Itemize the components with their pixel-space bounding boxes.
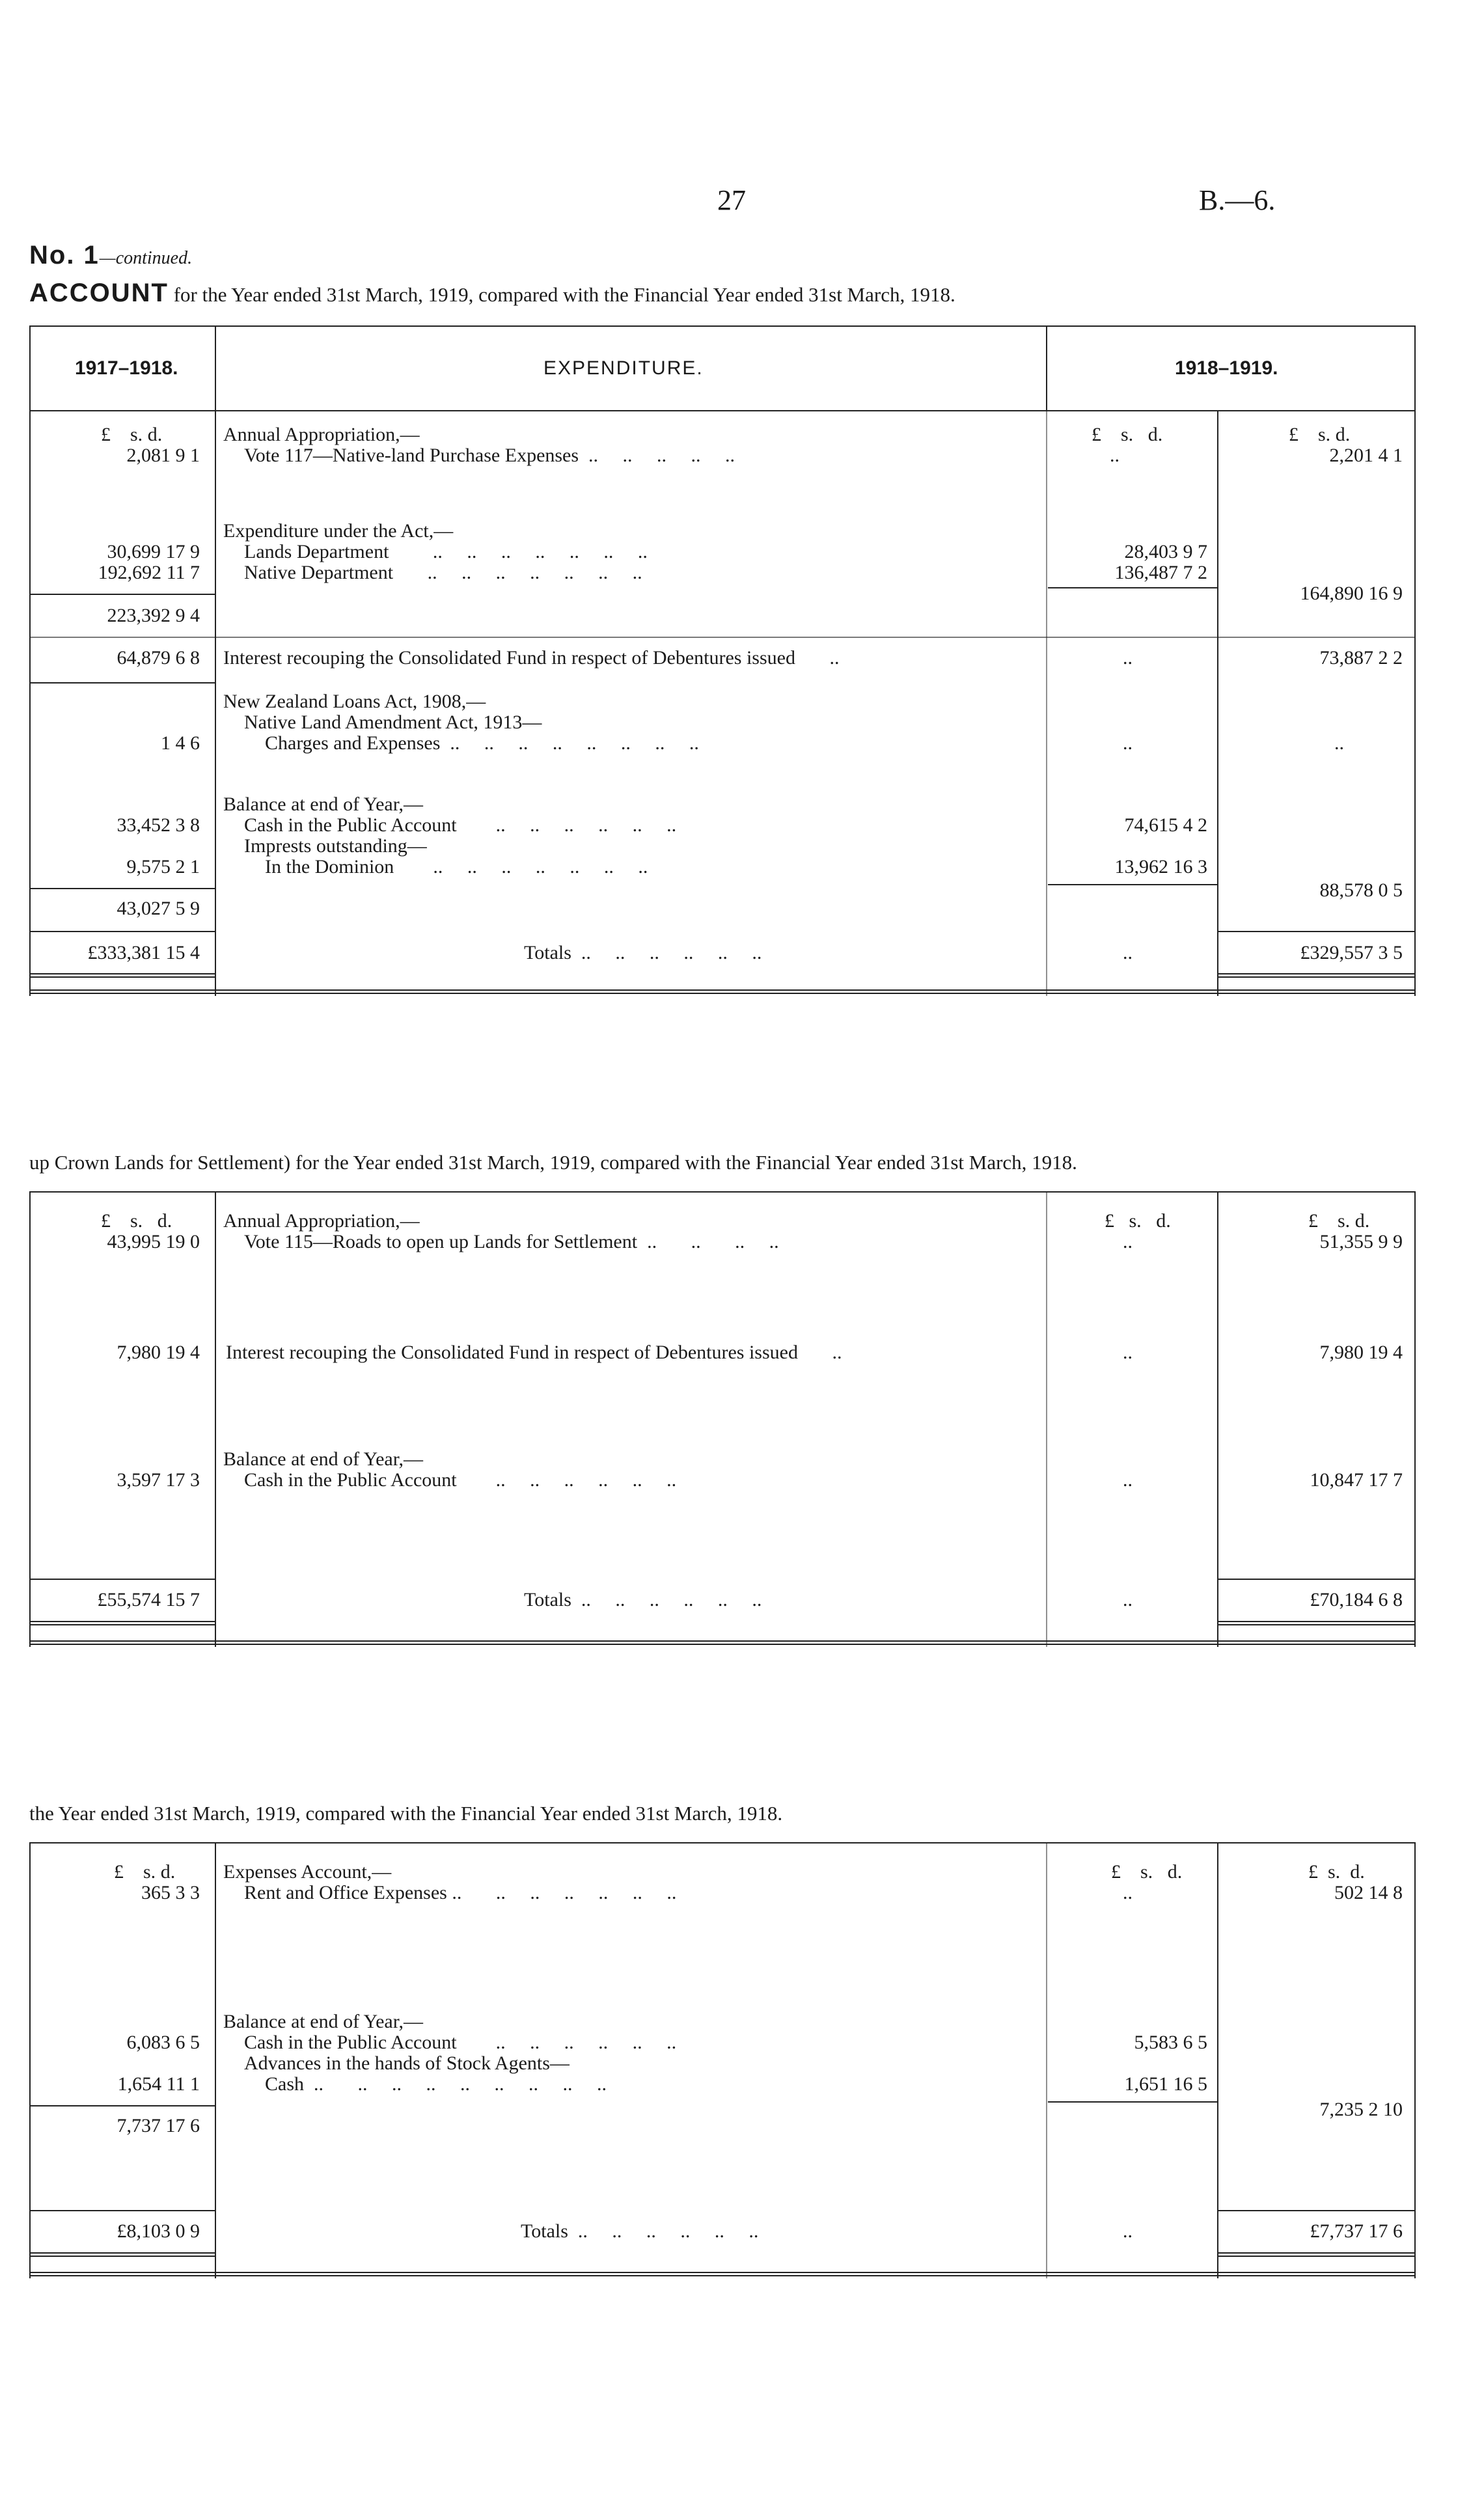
row-label: Cash in the Public Account .. .. .. .. .. .. [244,2032,677,2053]
sub-amount: 74,615 4 2 [1124,814,1207,836]
row-label: Expenses Account,— [223,1861,392,1883]
sub-amount: 28,403 9 7 [1124,541,1207,562]
current-total: £7,737 17 6 [1310,2220,1403,2242]
sub-amount: .. [1123,1882,1133,1903]
expenditure-table-2 [29,1191,1416,1647]
sub-amount: .. [1123,1231,1133,1252]
units-prev: £ s. d. [101,424,163,445]
row-label: Expenditure under the Act,— [223,520,454,542]
sub-amount: .. [1123,1589,1133,1610]
units-sub: £ s. d. [1092,424,1163,445]
current-total: £70,184 6 8 [1310,1589,1403,1610]
row-label: Cash in the Public Account .. .. .. .. .. .. [244,814,677,836]
units-prev: £ s. d. [114,1861,176,1883]
total-amount: .. [1334,732,1344,754]
units-total: £ s. d. [1289,424,1351,445]
total-amount: 7,980 19 4 [1319,1342,1403,1363]
row-label: Balance at end of Year,— [223,794,424,815]
prev-total: £333,381 15 4 [87,942,200,963]
prev-amount: 1 4 6 [161,732,200,754]
prev-amount: 7,737 17 6 [117,2115,200,2136]
sub-amount: .. [1123,732,1133,754]
prev-amount: 223,392 9 4 [107,605,200,626]
total-amount: 7,235 2 10 [1319,2099,1403,2120]
sub-amount: .. [1123,1342,1133,1363]
row-label: Interest recouping the Consolidated Fund in respect of Debentures issued .. [223,647,840,669]
prev-amount: 2,081 9 1 [126,445,200,466]
section3-title: the Year ended 31st March, 1919, compared with the Financial Year ended 31st March, 1918. [29,1802,783,1825]
prev-amount: 365 3 3 [141,1882,200,1903]
row-label: New Zealand Loans Act, 1908,— [223,691,486,712]
sub-amount: 136,487 7 2 [1114,562,1207,583]
total-amount: 51,355 9 9 [1319,1231,1403,1252]
totals-label: Totals .. .. .. .. .. .. [524,942,762,963]
account-heading: ACCOUNT for the Year ended 31st March, 1919, compared with the Financial Year ended 31st March, 1918. [29,279,955,307]
prev-amount: 192,692 11 7 [98,562,200,583]
units-total: £ s. d. [1308,1861,1365,1883]
totals-label: Totals .. .. .. .. .. .. [521,2220,759,2242]
row-label: Vote 117—Native-land Purchase Expenses .. .. .. .. .. [244,445,735,466]
total-amount: 88,578 0 5 [1319,879,1403,901]
units-total: £ s. d. [1308,1210,1370,1232]
sub-amount: .. [1123,2220,1133,2242]
prev-amount: 9,575 2 1 [126,856,200,877]
prev-amount: 6,083 6 5 [126,2032,200,2053]
total-amount: 10,847 17 7 [1310,1469,1403,1491]
prev-total: £55,574 15 7 [97,1589,200,1610]
row-label: Advances in the hands of Stock Agents— [244,2052,570,2074]
sub-amount: .. [1110,445,1120,466]
prev-amount: 43,027 5 9 [117,898,200,919]
row-label: Balance at end of Year,— [223,1448,424,1470]
sub-amount: 1,651 16 5 [1124,2073,1207,2095]
row-label: Charges and Expenses .. .. .. .. .. .. .. .. [265,732,699,754]
row-label: Balance at end of Year,— [223,2011,424,2032]
row-label: Annual Appropriation,— [223,424,420,445]
prev-amount: 43,995 19 0 [107,1231,200,1252]
row-label: Lands Department .. .. .. .. .. .. .. [244,541,648,562]
row-label: In the Dominion .. .. .. .. .. .. .. [265,856,648,877]
sub-amount: .. [1123,942,1133,963]
section-number: No. 1—continued. [29,241,193,269]
document-reference: B.—6. [1199,184,1276,216]
sub-amount: .. [1123,1469,1133,1491]
units-sub: £ s. d. [1111,1861,1183,1883]
total-amount: 164,890 16 9 [1300,583,1403,604]
col-header-1918-1919: 1918–1919. [1175,357,1278,379]
current-total: £329,557 3 5 [1300,942,1403,963]
prev-total: £8,103 0 9 [117,2220,200,2242]
total-amount: 2,201 4 1 [1329,445,1403,466]
prev-amount: 7,980 19 4 [117,1342,200,1363]
row-label: Vote 115—Roads to open up Lands for Settlement .. .. .. .. [244,1231,779,1252]
col-header-expenditure: EXPENDITURE. [543,357,704,379]
prev-amount: 1,654 11 1 [117,2073,200,2095]
sub-amount: 5,583 6 5 [1134,2032,1207,2053]
sub-amount: 13,962 16 3 [1114,856,1207,877]
col-header-1917-1918: 1917–1918. [75,357,178,379]
prev-amount: 30,699 17 9 [107,541,200,562]
sub-amount: .. [1123,647,1133,669]
row-label: Interest recouping the Consolidated Fund in respect of Debentures issued .. [226,1342,842,1363]
page-number: 27 [717,184,746,216]
row-label: Cash .. .. .. .. .. .. .. .. .. [265,2073,607,2095]
row-label: Cash in the Public Account .. .. .. .. .. .. [244,1469,677,1491]
units-sub: £ s. d. [1105,1210,1171,1232]
row-label: Native Land Amendment Act, 1913— [244,711,542,733]
total-amount: 502 14 8 [1334,1882,1403,1903]
total-amount: 73,887 2 2 [1319,647,1403,669]
units-prev: £ s. d. [101,1210,172,1232]
prev-amount: 64,879 6 8 [117,647,200,669]
expenditure-table-1 [29,325,1416,996]
row-label: Imprests outstanding— [244,835,427,857]
row-label: Annual Appropriation,— [223,1210,420,1232]
prev-amount: 3,597 17 3 [117,1469,200,1491]
row-label: Rent and Office Expenses .. .. .. .. .. .. .. [244,1882,677,1903]
section2-title: up Crown Lands for Settlement) for the Year ended 31st March, 1919, compared with the Financial Year ended 31st March, 1918. [29,1151,1077,1174]
row-label: Native Department .. .. .. .. .. .. .. [244,562,642,583]
prev-amount: 33,452 3 8 [117,814,200,836]
expenditure-table-3 [29,1842,1416,2278]
totals-label: Totals .. .. .. .. .. .. [524,1589,762,1610]
